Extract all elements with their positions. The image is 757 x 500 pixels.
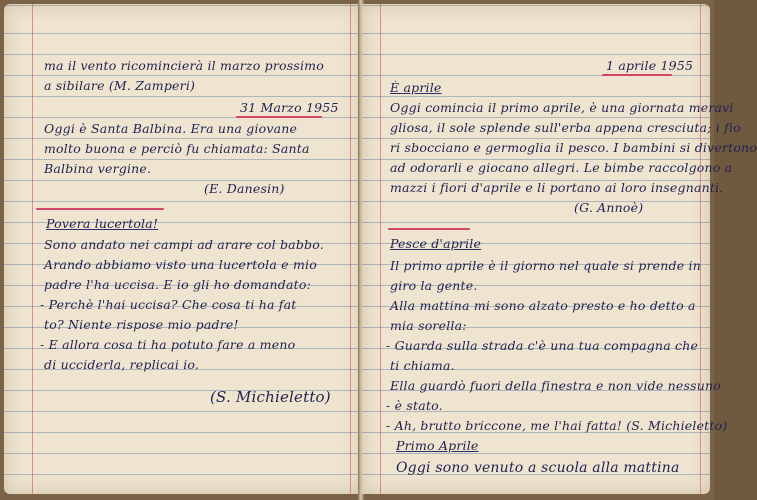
right-title-3: Primo Aprile bbox=[396, 438, 479, 453]
left-line: a sibilare (M. Zamperi) bbox=[44, 78, 196, 93]
right-line: mazzi i fiori d'aprile e li portano ai loro insegnanti. bbox=[390, 180, 724, 195]
right-line: - è stato. bbox=[386, 398, 443, 413]
date-underline bbox=[236, 116, 322, 118]
right-line: Alla mattina mi sono alzato presto e ho detto a bbox=[390, 298, 696, 313]
right-margin-line bbox=[380, 4, 381, 494]
left-line: Sono andato nei campi ad arare col babbo. bbox=[44, 237, 324, 252]
right-date: 1 aprile 1955 bbox=[606, 58, 694, 73]
right-line: - Guarda sulla strada c'è una tua compagna che bbox=[386, 338, 699, 353]
left-date: 31 Marzo 1955 bbox=[240, 100, 339, 115]
left-line: di ucciderla, replicai io. bbox=[44, 357, 200, 372]
left-right-margin-line bbox=[350, 4, 351, 494]
right-line: Ella guardò fuori della finestra e non vide nessuno bbox=[390, 378, 721, 393]
left-signature-2: (S. Michieletto) bbox=[210, 388, 331, 406]
right-line: Oggi comincia il primo aprile, è una giornata meravi bbox=[390, 100, 734, 115]
right-line: giro la gente. bbox=[390, 278, 478, 293]
right-page bbox=[362, 4, 757, 494]
right-date-underline bbox=[602, 74, 672, 76]
right-line: gliosa, il sole splende sull'erba appena cresciuta; i fio bbox=[390, 120, 741, 135]
right-line: ri sbocciano e germoglia il pesco. I bambini si divertono bbox=[390, 140, 757, 155]
left-line: molto buona e perciò fu chiamata: Santa bbox=[44, 141, 310, 156]
left-page bbox=[4, 4, 360, 494]
right-title-2: Pesce d'aprile bbox=[390, 236, 482, 251]
left-line: ma il vento ricomincierà il marzo prossimo bbox=[44, 58, 324, 73]
left-line: Balbina vergine. bbox=[44, 161, 152, 176]
section-title: Povera lucertola! bbox=[46, 216, 159, 231]
right-line: - Ah, brutto briccone, me l'hai fatta! (S. Michieletto) bbox=[386, 418, 728, 433]
right-section-red-line bbox=[388, 228, 470, 230]
left-line: - E allora cosa ti ha potuto fare a meno bbox=[40, 337, 296, 352]
left-line: Arando abbiamo visto una lucertola e mio bbox=[44, 257, 317, 272]
right-signature: (G. Annoè) bbox=[574, 200, 644, 215]
left-line: padre l'ha uccisa. E io gli ho domandato: bbox=[44, 277, 311, 292]
left-line: Oggi è Santa Balbina. Era una giovane bbox=[44, 121, 298, 136]
left-line: - Perchè l'hai uccisa? Che cosa ti ha fat bbox=[40, 297, 297, 312]
left-signature: (E. Danesin) bbox=[204, 181, 285, 196]
right-line: Il primo aprile è il giorno nel quale si prende in bbox=[390, 258, 701, 273]
right-last-line: Oggi sono venuto a scuola alla mattina bbox=[396, 460, 680, 476]
section-red-line bbox=[36, 208, 164, 210]
right-line: mia sorella: bbox=[390, 318, 467, 333]
left-margin-line bbox=[32, 4, 33, 494]
left-line: to? Niente rispose mio padre! bbox=[44, 317, 239, 332]
right-line: ti chiama. bbox=[390, 358, 455, 373]
right-line: ad odorarli e giocano allegri. Le bimbe raccolgono a bbox=[390, 160, 733, 175]
right-title-1: È aprile bbox=[390, 80, 442, 95]
